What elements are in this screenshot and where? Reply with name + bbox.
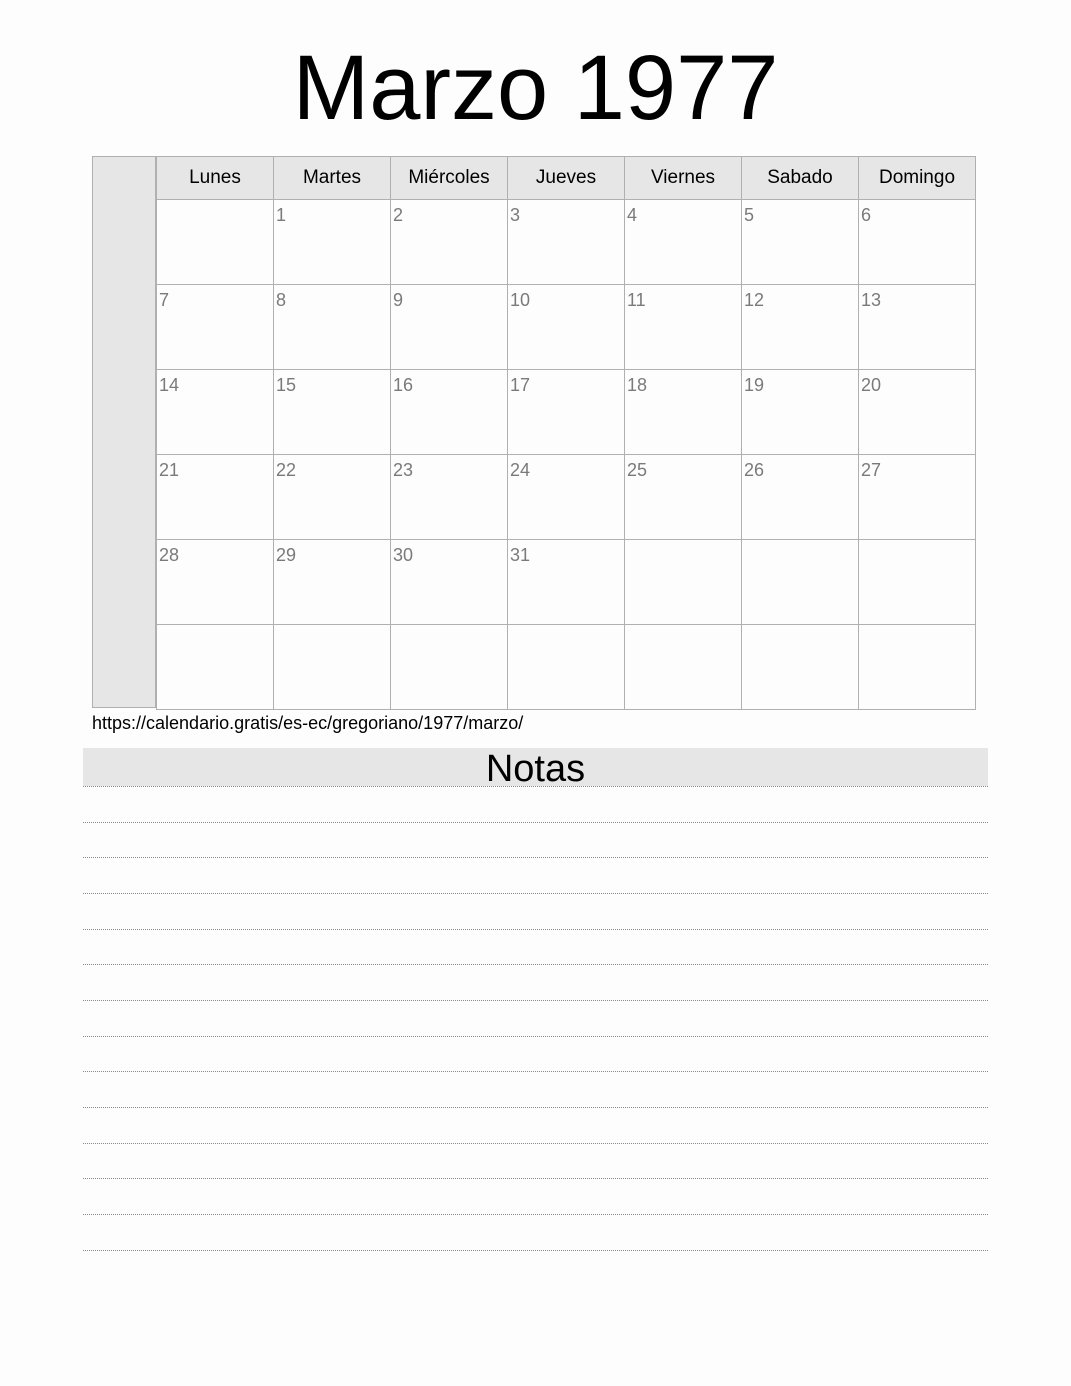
day-cell [742,370,859,455]
day-number: 13 [861,290,882,310]
day-cell [157,285,274,370]
day-cell [859,200,976,285]
day-cell [508,540,625,625]
day-number [508,625,624,630]
day-number: 10 [510,290,531,310]
day-number: 11 [627,290,646,310]
day-number: 9 [393,290,404,310]
day-cell [274,370,391,455]
day-number: 4 [627,205,638,225]
day-number: 2 [393,205,404,225]
day-number [157,200,273,205]
note-line [83,929,988,930]
weekday-header: Viernes [625,157,742,200]
day-cell [859,455,976,540]
day-cell [742,285,859,370]
day-cell [391,200,508,285]
note-line [83,964,988,965]
day-number [742,540,858,545]
note-line [83,1143,988,1144]
day-cell [742,625,859,710]
day-cell [391,285,508,370]
day-cell [274,540,391,625]
day-number: 22 [276,460,297,480]
weekday-header: Miércoles [391,157,508,200]
week-row [157,625,976,710]
note-line [83,1250,988,1251]
day-number: 23 [393,460,414,480]
note-line [83,1000,988,1001]
day-number: 5 [744,205,755,225]
month-calendar [92,156,976,709]
notes-title: Notas [83,748,988,786]
day-cell [391,540,508,625]
note-line [83,1107,988,1108]
day-cell [625,285,742,370]
day-number: 8 [276,290,287,310]
day-number: 12 [744,290,765,310]
day-cell [625,370,742,455]
day-cell [742,540,859,625]
day-cell [859,625,976,710]
day-cell [508,455,625,540]
weekday-header: Martes [274,157,391,200]
day-cell [625,540,742,625]
day-cell [742,200,859,285]
day-number: 28 [159,545,180,565]
week-number-column [92,156,156,708]
note-line [83,857,988,858]
day-number: 16 [393,375,414,395]
weekday-header-row [157,157,976,200]
day-cell [391,455,508,540]
day-cell [157,625,274,710]
day-cell [859,370,976,455]
day-number: 17 [510,375,531,395]
day-cell [274,455,391,540]
weekday-header: Lunes [157,157,274,200]
day-number [625,540,741,545]
day-number: 27 [861,460,882,480]
note-line [83,822,988,823]
day-cell [157,455,274,540]
day-cell [157,370,274,455]
day-cell [391,370,508,455]
day-number [859,625,975,630]
note-line [83,786,988,787]
note-line [83,1178,988,1179]
day-cell [508,285,625,370]
day-number: 30 [393,545,414,565]
note-line [83,893,988,894]
week-row [157,455,976,540]
day-cell [625,455,742,540]
day-number: 14 [159,375,180,395]
day-number: 24 [510,460,531,480]
day-number: 7 [159,290,170,310]
day-cell [859,540,976,625]
day-number: 18 [627,375,648,395]
day-cell [508,625,625,710]
day-cell [859,285,976,370]
day-cell [157,540,274,625]
day-number [157,625,273,630]
day-cell [157,200,274,285]
note-line [83,1036,988,1037]
day-number: 15 [276,375,297,395]
day-cell [274,285,391,370]
source-url[interactable]: https://calendario.gratis/es-ec/gregoriano/1977/marzo/ [92,713,524,733]
day-cell [625,625,742,710]
note-line [83,1214,988,1215]
day-cell [508,370,625,455]
day-number: 20 [861,375,882,395]
week-row [157,200,976,285]
calendar-grid [156,156,976,710]
day-number [859,540,975,545]
weekday-header: Sabado [742,157,859,200]
week-row [157,285,976,370]
note-line [83,1071,988,1072]
day-number: 29 [276,545,297,565]
day-number: 6 [861,205,872,225]
day-cell [742,455,859,540]
day-cell [508,200,625,285]
day-number: 25 [627,460,648,480]
weekday-header: Domingo [859,157,976,200]
week-row [157,540,976,625]
day-number: 19 [744,375,765,395]
day-cell [391,625,508,710]
day-number [742,625,858,630]
day-number: 31 [510,545,531,565]
day-number: 21 [159,460,180,480]
day-cell [274,200,391,285]
day-number: 26 [744,460,765,480]
week-row [157,370,976,455]
day-cell [274,625,391,710]
day-number [391,625,507,630]
weekday-header: Jueves [508,157,625,200]
page-title: Marzo 1977 [292,37,779,139]
day-number [274,625,390,630]
day-number: 1 [276,205,287,225]
day-number [625,625,741,630]
day-cell [625,200,742,285]
day-number: 3 [510,205,521,225]
